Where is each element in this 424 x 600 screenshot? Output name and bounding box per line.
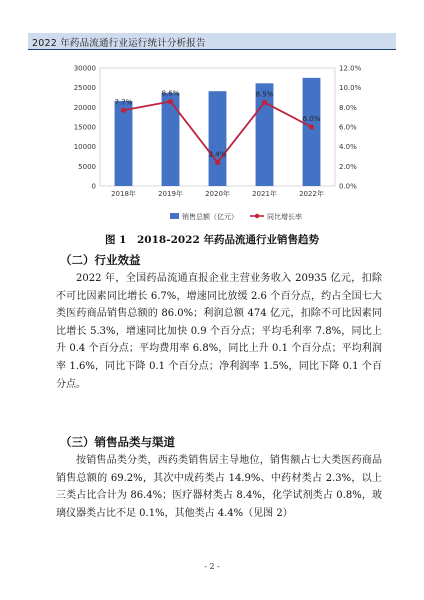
growth-data-label: 2.4% (208, 150, 227, 159)
legend-bar-swatch (170, 213, 179, 219)
growth-data-label: 8.6% (161, 89, 180, 98)
legend-line-marker (255, 214, 259, 218)
chart-svg (60, 58, 370, 233)
bar (256, 83, 274, 186)
paragraph-profit: 2022 年，全国药品流通直报企业主营业务收入 20935 亿元，扣除不可比因素同比增长 6.7%，增速同比放缓 2.6 个百分点，约占全国七大类医药商品销售总额的 86.0%；利润总额 474 亿元，扣除不可比因素同比增长 5.3%，增速同比加快 0.9 个百分点；平均毛利率 7.8%，同比上升 0.4 个百分点；平均费用率 6.8%，同比上升 0.1 个百分点；平均利润率 1.6%，同比下降 0.1 个百分点；净利润率 1.5%，同比下降 0.1 个百分点。 (56, 273, 382, 390)
y2-tick-label: 4.0% (339, 143, 357, 152)
legend-bar-label: 销售总额（亿元） (182, 213, 238, 221)
x-tick-label: 2022年 (299, 190, 324, 198)
section-heading-category: （三）销售品类与渠道 (60, 435, 175, 449)
y-tick-label: 20000 (73, 103, 96, 112)
growth-point (121, 108, 126, 113)
page-number: - 2 - (204, 562, 220, 571)
section-heading-profit: （二）行业效益 (60, 253, 141, 267)
y2-tick-label: 6.0% (339, 123, 357, 132)
y2-tick-label: 0.0% (339, 182, 357, 191)
x-tick-label: 2020年 (205, 190, 230, 198)
y-tick-label: 25000 (73, 84, 96, 93)
bar (162, 93, 180, 186)
bar (303, 78, 321, 186)
bar (209, 91, 227, 186)
x-tick-label: 2021年 (252, 190, 277, 198)
growth-data-label: 7.7% (114, 98, 133, 107)
y-tick-label: 15000 (73, 123, 96, 132)
figure-caption: 图 1 2018-2022 年药品流通行业销售趋势 (105, 234, 319, 246)
growth-point (262, 100, 267, 105)
y2-tick-label: 8.0% (339, 103, 357, 112)
growth-data-label: 8.5% (255, 90, 274, 99)
y-tick-label: 0 (91, 182, 96, 191)
growth-point (309, 124, 314, 129)
growth-point (215, 160, 220, 165)
legend-line-label: 同比增长率 (267, 213, 302, 221)
y-tick-label: 10000 (73, 143, 96, 152)
x-tick-label: 2019年 (158, 190, 183, 198)
growth-data-label: 6.0% (302, 115, 321, 123)
report-title: 2022 年药品流通行业运行统计分析报告 (32, 38, 206, 49)
y2-tick-label: 12.0% (339, 64, 362, 73)
y-tick-label: 30000 (73, 64, 96, 73)
growth-point (168, 99, 173, 104)
sales-trend-chart (60, 58, 370, 233)
x-tick-label: 2018年 (111, 190, 136, 198)
paragraph-category: 按销售品类分类，西药类销售居主导地位，销售额占七大类医药商品销售总额的 69.2%，其次中成药类占 14.9%、中药材类占 2.3%，以上三类占比合计为 86.4%；医疗器材类占 8.4%，化学试剂类占 0.8%，玻璃仪器类占比不足 0.1%，其他类占 4.4%（见图 2） (56, 455, 382, 519)
bar (115, 101, 133, 186)
y2-tick-label: 2.0% (339, 162, 357, 171)
y2-tick-label: 10.0% (339, 84, 362, 93)
y-tick-label: 5000 (78, 162, 96, 171)
